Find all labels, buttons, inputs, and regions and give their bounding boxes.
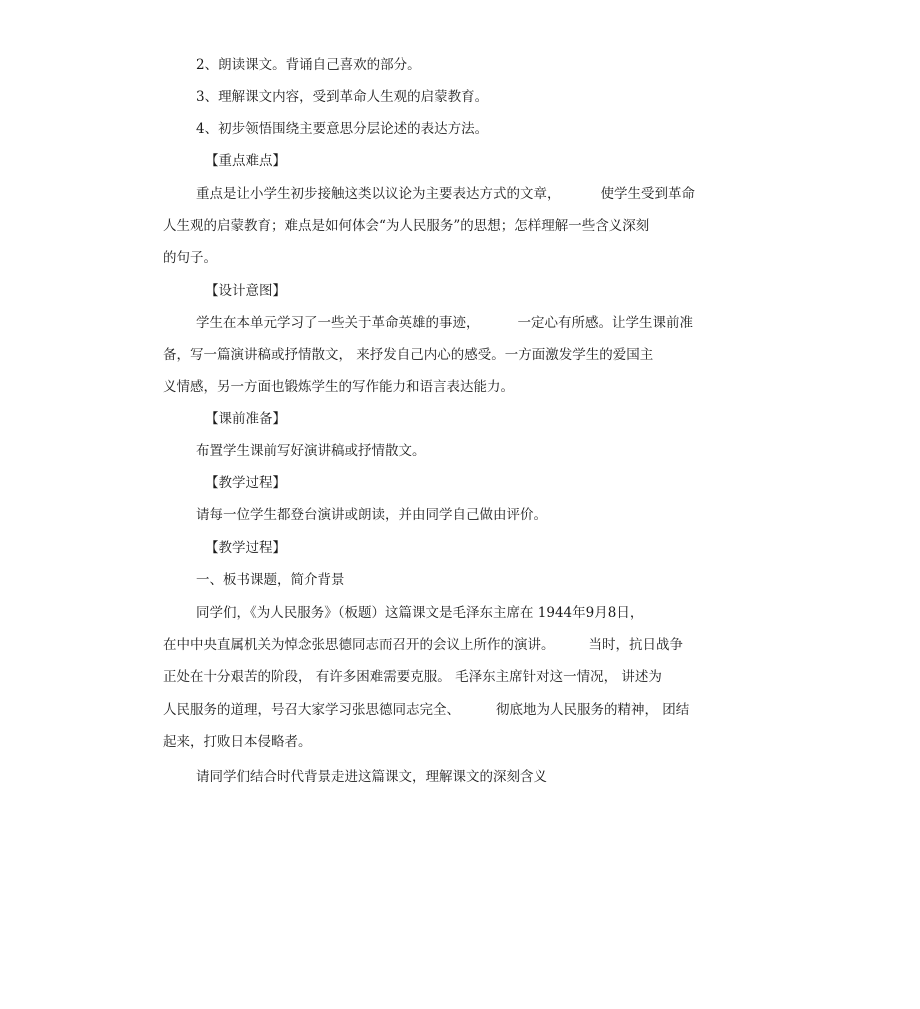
design-intent-line-1a: 学生在本单元学习了一些关于革命英雄的事迹， — [196, 315, 480, 331]
process-1-heading: 【教学过程】 — [205, 475, 286, 491]
process-2-line-2b: 当时，抗日战争 — [588, 637, 683, 653]
process-1-text: 请每一位学生都登台演讲或朗读，并由同学自己做由评价。 — [196, 507, 547, 523]
process-2-line-2 — [163, 636, 683, 654]
process-2-line-2a: 在中中央直属机关为悼念张思德同志而召开的会议上所作的演讲。 — [163, 637, 555, 653]
preparation-heading: 【课前准备】 — [205, 411, 286, 427]
process-2-heading: 【教学过程】 — [205, 540, 286, 556]
objective-3: 3、理解课文内容，受到革命人生观的启蒙教育。 — [196, 89, 489, 105]
preparation-text: 布置学生课前写好演讲稿或抒情散文。 — [196, 443, 426, 459]
process-2-line-5: 起来，打败日本侵略者。 — [163, 734, 312, 750]
process-2-line-4b: 彻底地为人民服务的精神， 团结 — [496, 702, 690, 718]
key-points-line-1b: 使学生受到革命 — [600, 186, 695, 202]
key-points-line-3: 的句子。 — [163, 250, 217, 266]
process-2-line-4a: 人民服务的道理，号召大家学习张思德同志完全、 — [163, 702, 460, 718]
key-points-heading: 【重点难点】 — [205, 153, 286, 169]
design-intent-line-1b: 一定心有所感。让学生课前准 — [517, 315, 693, 331]
objective-2: 2、朗读课文。背诵自己喜欢的部分。 — [196, 57, 421, 73]
process-2-line-1: 同学们，《为人民服务》（板题）这篇课文是毛泽东主席在 1944年9月8日， — [196, 605, 644, 621]
objective-4: 4、初步领悟围绕主要意思分层论述的表达方法。 — [196, 121, 489, 137]
design-intent-line-1 — [196, 314, 693, 332]
process-2-subheading: 一、板书课题，简介背景 — [196, 572, 345, 588]
process-2-line-3: 正处在十分艰苦的阶段， 有许多困难需要克服。 毛泽东主席针对这一情况， 讲述为 — [163, 669, 662, 685]
design-intent-heading: 【设计意图】 — [205, 283, 286, 299]
key-points-line-1 — [196, 185, 695, 203]
key-points-line-2: 人生观的启蒙教育；难点是如何体会“为人民服务”的思想；怎样理解一些含义深刻 — [163, 218, 650, 234]
process-2-line-4 — [163, 701, 689, 719]
design-intent-line-2: 备，写一篇演讲稿或抒情散文， 来抒发自己内心的感受。一方面激发学生的爱国主 — [163, 347, 654, 363]
design-intent-line-3: 义情感，另一方面也锻炼学生的写作能力和语言表达能力。 — [163, 379, 514, 395]
process-2-closing: 请同学们结合时代背景走进这篇课文，理解课文的深刻含义 — [196, 769, 547, 785]
key-points-line-1a: 重点是让小学生初步接触这类以议论为主要表达方式的文章， — [196, 186, 561, 202]
